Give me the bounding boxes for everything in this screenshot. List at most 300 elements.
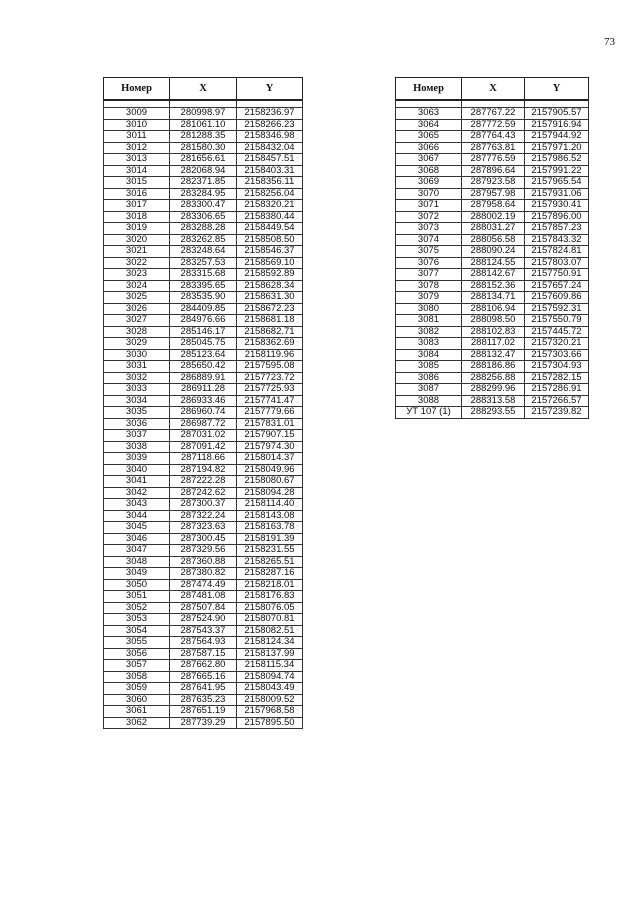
y-coordinate-cell: 2158119.96 xyxy=(237,349,303,361)
point-number-cell: 3057 xyxy=(104,660,170,672)
point-number-cell: 3074 xyxy=(396,234,462,246)
x-coordinate-cell: 288102.83 xyxy=(462,326,525,338)
x-coordinate-cell: 287300.37 xyxy=(170,499,237,511)
table-row xyxy=(396,177,589,189)
point-number-cell: 3056 xyxy=(104,648,170,660)
y-coordinate-cell: 2157595.08 xyxy=(237,361,303,373)
table-row xyxy=(104,556,303,568)
point-number-cell: 3077 xyxy=(396,269,462,281)
x-coordinate-cell: 287896.64 xyxy=(462,165,525,177)
header-x: X xyxy=(462,78,525,101)
y-coordinate-cell: 2158124.34 xyxy=(237,637,303,649)
x-coordinate-cell: 288293.55 xyxy=(462,407,525,419)
table-row xyxy=(104,361,303,373)
table-row xyxy=(104,177,303,189)
table-row xyxy=(104,131,303,143)
point-number-cell: 3029 xyxy=(104,338,170,350)
y-coordinate-cell: 2158380.44 xyxy=(237,211,303,223)
point-number-cell: 3083 xyxy=(396,338,462,350)
point-number-cell: 3014 xyxy=(104,165,170,177)
point-number-cell: 3036 xyxy=(104,418,170,430)
x-coordinate-cell: 284409.85 xyxy=(170,303,237,315)
point-number-cell: 3072 xyxy=(396,211,462,223)
table-header-row xyxy=(396,78,589,101)
y-coordinate-cell: 2157843.32 xyxy=(525,234,589,246)
table-row xyxy=(396,338,589,350)
point-number-cell: 3069 xyxy=(396,177,462,189)
x-coordinate-cell: 288134.71 xyxy=(462,292,525,304)
table-row xyxy=(396,407,589,419)
table-row xyxy=(396,131,589,143)
point-number-cell: 3027 xyxy=(104,315,170,327)
x-coordinate-cell: 287222.28 xyxy=(170,476,237,488)
x-coordinate-cell: 287507.84 xyxy=(170,602,237,614)
x-coordinate-cell: 288186.86 xyxy=(462,361,525,373)
table-row xyxy=(104,453,303,465)
point-number-cell: 3028 xyxy=(104,326,170,338)
table-row xyxy=(396,108,589,120)
x-coordinate-cell: 282371.85 xyxy=(170,177,237,189)
point-number-cell: 3041 xyxy=(104,476,170,488)
y-coordinate-cell: 2157592.31 xyxy=(525,303,589,315)
point-number-cell: 3075 xyxy=(396,246,462,258)
table-row xyxy=(104,717,303,729)
y-coordinate-cell: 2157905.57 xyxy=(525,108,589,120)
x-coordinate-cell: 283306.65 xyxy=(170,211,237,223)
point-number-cell: 3045 xyxy=(104,522,170,534)
table-row xyxy=(104,280,303,292)
x-coordinate-cell: 287641.95 xyxy=(170,683,237,695)
point-number-cell: 3034 xyxy=(104,395,170,407)
y-coordinate-cell: 2157266.57 xyxy=(525,395,589,407)
point-number-cell: 3031 xyxy=(104,361,170,373)
x-coordinate-cell: 287764.43 xyxy=(462,131,525,143)
table-row xyxy=(396,326,589,338)
table-row xyxy=(104,154,303,166)
table-row xyxy=(104,648,303,660)
y-coordinate-cell: 2158191.39 xyxy=(237,533,303,545)
table-row xyxy=(104,372,303,384)
x-coordinate-cell: 283288.28 xyxy=(170,223,237,235)
point-number-cell: 3042 xyxy=(104,487,170,499)
x-coordinate-cell: 286960.74 xyxy=(170,407,237,419)
y-coordinate-cell: 2158362.69 xyxy=(237,338,303,350)
y-coordinate-cell: 2158265.51 xyxy=(237,556,303,568)
x-coordinate-cell: 280998.97 xyxy=(170,108,237,120)
point-number-cell: 3051 xyxy=(104,591,170,603)
point-number-cell: 3063 xyxy=(396,108,462,120)
point-number-cell: 3067 xyxy=(396,154,462,166)
x-coordinate-cell: 283535.90 xyxy=(170,292,237,304)
point-number-cell: 3039 xyxy=(104,453,170,465)
x-coordinate-cell: 286889.91 xyxy=(170,372,237,384)
x-coordinate-cell: 286933.46 xyxy=(170,395,237,407)
point-number-cell: 3030 xyxy=(104,349,170,361)
point-number-cell: 3061 xyxy=(104,706,170,718)
y-coordinate-cell: 2158256.04 xyxy=(237,188,303,200)
y-coordinate-cell: 2158115.34 xyxy=(237,660,303,672)
x-coordinate-cell: 281656.61 xyxy=(170,154,237,166)
x-coordinate-cell: 287091.42 xyxy=(170,441,237,453)
point-number-cell: 3073 xyxy=(396,223,462,235)
point-number-cell: 3043 xyxy=(104,499,170,511)
table-row xyxy=(104,683,303,695)
x-coordinate-cell: 287300.45 xyxy=(170,533,237,545)
y-coordinate-cell: 2157750.91 xyxy=(525,269,589,281)
y-coordinate-cell: 2158218.01 xyxy=(237,579,303,591)
y-coordinate-cell: 2157930.41 xyxy=(525,200,589,212)
x-coordinate-cell: 288299.96 xyxy=(462,384,525,396)
y-coordinate-cell: 2157916.94 xyxy=(525,119,589,131)
y-coordinate-cell: 2158266.23 xyxy=(237,119,303,131)
table-row xyxy=(104,430,303,442)
header-y: Y xyxy=(237,78,303,101)
coordinates-table-left xyxy=(103,77,303,729)
table-header-row xyxy=(104,78,303,101)
y-coordinate-cell: 2158082.51 xyxy=(237,625,303,637)
x-coordinate-cell: 288117.02 xyxy=(462,338,525,350)
y-coordinate-cell: 2158049.96 xyxy=(237,464,303,476)
table-row xyxy=(396,119,589,131)
x-coordinate-cell: 284976.66 xyxy=(170,315,237,327)
y-coordinate-cell: 2158682.71 xyxy=(237,326,303,338)
x-coordinate-cell: 288056.58 xyxy=(462,234,525,246)
point-number-cell: 3082 xyxy=(396,326,462,338)
x-coordinate-cell: 288142.67 xyxy=(462,269,525,281)
table-row xyxy=(104,625,303,637)
point-number-cell: 3044 xyxy=(104,510,170,522)
point-number-cell: 3018 xyxy=(104,211,170,223)
y-coordinate-cell: 2157965.54 xyxy=(525,177,589,189)
x-coordinate-cell: 287031.02 xyxy=(170,430,237,442)
x-coordinate-cell: 287763.81 xyxy=(462,142,525,154)
point-number-cell: 3080 xyxy=(396,303,462,315)
x-coordinate-cell: 287481.08 xyxy=(170,591,237,603)
x-coordinate-cell: 282068.94 xyxy=(170,165,237,177)
y-coordinate-cell: 2157550.79 xyxy=(525,315,589,327)
y-coordinate-cell: 2157971.20 xyxy=(525,142,589,154)
table-row xyxy=(104,349,303,361)
point-number-cell: 3065 xyxy=(396,131,462,143)
y-coordinate-cell: 2158672.23 xyxy=(237,303,303,315)
table-row xyxy=(104,384,303,396)
point-number-cell: 3019 xyxy=(104,223,170,235)
table-row xyxy=(104,315,303,327)
table-row xyxy=(104,591,303,603)
table-row xyxy=(104,200,303,212)
x-coordinate-cell: 285045.75 xyxy=(170,338,237,350)
x-coordinate-cell: 287380.82 xyxy=(170,568,237,580)
point-number-cell: 3049 xyxy=(104,568,170,580)
x-coordinate-cell: 288152.36 xyxy=(462,280,525,292)
x-coordinate-cell: 283315.68 xyxy=(170,269,237,281)
point-number-cell: 3047 xyxy=(104,545,170,557)
x-coordinate-cell: 286911.28 xyxy=(170,384,237,396)
y-coordinate-cell: 2158287.16 xyxy=(237,568,303,580)
point-number-cell: 3048 xyxy=(104,556,170,568)
x-coordinate-cell: 287772.59 xyxy=(462,119,525,131)
y-coordinate-cell: 2157320.21 xyxy=(525,338,589,350)
point-number-cell: 3020 xyxy=(104,234,170,246)
y-coordinate-cell: 2158628.34 xyxy=(237,280,303,292)
y-coordinate-cell: 2157445.72 xyxy=(525,326,589,338)
point-number-cell: 3064 xyxy=(396,119,462,131)
table-row xyxy=(104,246,303,258)
y-coordinate-cell: 2158320.21 xyxy=(237,200,303,212)
y-coordinate-cell: 2158163.78 xyxy=(237,522,303,534)
table-row xyxy=(396,188,589,200)
point-number-cell: 3086 xyxy=(396,372,462,384)
y-coordinate-cell: 2158094.74 xyxy=(237,671,303,683)
point-number-cell: 3035 xyxy=(104,407,170,419)
y-coordinate-cell: 2157986.52 xyxy=(525,154,589,166)
point-number-cell: 3033 xyxy=(104,384,170,396)
y-coordinate-cell: 2158432.04 xyxy=(237,142,303,154)
point-number-cell: 3070 xyxy=(396,188,462,200)
y-coordinate-cell: 2158508.50 xyxy=(237,234,303,246)
table-row xyxy=(104,188,303,200)
point-number-cell: 3078 xyxy=(396,280,462,292)
y-coordinate-cell: 2158137.99 xyxy=(237,648,303,660)
x-coordinate-cell: 287587.15 xyxy=(170,648,237,660)
point-number-cell: 3046 xyxy=(104,533,170,545)
point-number-cell: 3040 xyxy=(104,464,170,476)
point-number-cell: 3012 xyxy=(104,142,170,154)
y-coordinate-cell: 2157824.81 xyxy=(525,246,589,258)
y-coordinate-cell: 2158356.11 xyxy=(237,177,303,189)
point-number-cell: 3013 xyxy=(104,154,170,166)
y-coordinate-cell: 2158114.40 xyxy=(237,499,303,511)
y-coordinate-cell: 2157725.93 xyxy=(237,384,303,396)
x-coordinate-cell: 287474.49 xyxy=(170,579,237,591)
point-number-cell: 3054 xyxy=(104,625,170,637)
y-coordinate-cell: 2157896.00 xyxy=(525,211,589,223)
y-coordinate-cell: 2157286.91 xyxy=(525,384,589,396)
x-coordinate-cell: 287635.23 xyxy=(170,694,237,706)
y-coordinate-cell: 2157831.01 xyxy=(237,418,303,430)
table-row xyxy=(396,234,589,246)
y-coordinate-cell: 2157741.47 xyxy=(237,395,303,407)
point-number-cell: 3058 xyxy=(104,671,170,683)
x-coordinate-cell: 287242.62 xyxy=(170,487,237,499)
table-row xyxy=(104,510,303,522)
table-row xyxy=(104,706,303,718)
y-coordinate-cell: 2158080.67 xyxy=(237,476,303,488)
y-coordinate-cell: 2157304.93 xyxy=(525,361,589,373)
header-number: Номер xyxy=(104,78,170,101)
table-row xyxy=(104,533,303,545)
table-row xyxy=(396,142,589,154)
x-coordinate-cell: 281288.35 xyxy=(170,131,237,143)
y-coordinate-cell: 2158592.89 xyxy=(237,269,303,281)
point-number-cell: 3060 xyxy=(104,694,170,706)
header-y: Y xyxy=(525,78,589,101)
y-coordinate-cell: 2157931.06 xyxy=(525,188,589,200)
table-row xyxy=(396,280,589,292)
x-coordinate-cell: 287322.24 xyxy=(170,510,237,522)
table-row xyxy=(104,614,303,626)
point-number-cell: 3053 xyxy=(104,614,170,626)
y-coordinate-cell: 2157857.23 xyxy=(525,223,589,235)
point-number-cell: 3026 xyxy=(104,303,170,315)
y-coordinate-cell: 2158176.83 xyxy=(237,591,303,603)
y-coordinate-cell: 2158143.08 xyxy=(237,510,303,522)
y-coordinate-cell: 2158070.81 xyxy=(237,614,303,626)
x-coordinate-cell: 287767.22 xyxy=(462,108,525,120)
y-coordinate-cell: 2158009.52 xyxy=(237,694,303,706)
point-number-cell: 3066 xyxy=(396,142,462,154)
x-coordinate-cell: 286987.72 xyxy=(170,418,237,430)
x-coordinate-cell: 283284.95 xyxy=(170,188,237,200)
point-number-cell: 3009 xyxy=(104,108,170,120)
point-number-cell: 3021 xyxy=(104,246,170,258)
x-coordinate-cell: 287665.16 xyxy=(170,671,237,683)
x-coordinate-cell: 287524.90 xyxy=(170,614,237,626)
page-number: 73 xyxy=(604,36,615,48)
x-coordinate-cell: 283248.64 xyxy=(170,246,237,258)
table-row xyxy=(104,257,303,269)
x-coordinate-cell: 281061.10 xyxy=(170,119,237,131)
x-coordinate-cell: 283257.53 xyxy=(170,257,237,269)
x-coordinate-cell: 288031.27 xyxy=(462,223,525,235)
point-number-cell: 3085 xyxy=(396,361,462,373)
table-row xyxy=(396,269,589,281)
point-number-cell: 3025 xyxy=(104,292,170,304)
x-coordinate-cell: 283262.85 xyxy=(170,234,237,246)
x-coordinate-cell: 285650.42 xyxy=(170,361,237,373)
y-coordinate-cell: 2158236.97 xyxy=(237,108,303,120)
x-coordinate-cell: 288124.55 xyxy=(462,257,525,269)
y-coordinate-cell: 2157895.50 xyxy=(237,717,303,729)
y-coordinate-cell: 2158449.54 xyxy=(237,223,303,235)
table-row xyxy=(104,660,303,672)
point-number-cell: 3087 xyxy=(396,384,462,396)
table-row xyxy=(104,165,303,177)
x-coordinate-cell: 287958.64 xyxy=(462,200,525,212)
table-row xyxy=(396,361,589,373)
table-row xyxy=(104,464,303,476)
point-number-cell: 3079 xyxy=(396,292,462,304)
x-coordinate-cell: 287739.29 xyxy=(170,717,237,729)
y-coordinate-cell: 2158014.37 xyxy=(237,453,303,465)
coordinates-table-right xyxy=(395,77,589,419)
table-row xyxy=(104,476,303,488)
point-number-cell: 3016 xyxy=(104,188,170,200)
point-number-cell: УТ 107 (1) xyxy=(396,407,462,419)
x-coordinate-cell: 287360.88 xyxy=(170,556,237,568)
x-coordinate-cell: 283395.65 xyxy=(170,280,237,292)
y-coordinate-cell: 2157303.66 xyxy=(525,349,589,361)
x-coordinate-cell: 287329.56 xyxy=(170,545,237,557)
table-row xyxy=(396,154,589,166)
point-number-cell: 3023 xyxy=(104,269,170,281)
x-coordinate-cell: 287651.19 xyxy=(170,706,237,718)
point-number-cell: 3024 xyxy=(104,280,170,292)
table-row xyxy=(104,418,303,430)
point-number-cell: 3068 xyxy=(396,165,462,177)
table-row xyxy=(396,395,589,407)
table-row xyxy=(396,384,589,396)
y-coordinate-cell: 2158569.10 xyxy=(237,257,303,269)
point-number-cell: 3062 xyxy=(104,717,170,729)
table-row xyxy=(104,522,303,534)
table-row xyxy=(396,349,589,361)
table-row xyxy=(104,637,303,649)
y-coordinate-cell: 2158631.30 xyxy=(237,292,303,304)
table-row xyxy=(104,108,303,120)
table-row xyxy=(396,257,589,269)
point-number-cell: 3076 xyxy=(396,257,462,269)
x-coordinate-cell: 287323.63 xyxy=(170,522,237,534)
table-row xyxy=(104,487,303,499)
table-row xyxy=(104,142,303,154)
x-coordinate-cell: 287776.59 xyxy=(462,154,525,166)
table-row xyxy=(104,338,303,350)
table-row xyxy=(396,165,589,177)
y-coordinate-cell: 2158094.28 xyxy=(237,487,303,499)
point-number-cell: 3011 xyxy=(104,131,170,143)
table-row xyxy=(104,292,303,304)
y-coordinate-cell: 2157282.15 xyxy=(525,372,589,384)
x-coordinate-cell: 288098.50 xyxy=(462,315,525,327)
table-row xyxy=(104,441,303,453)
x-coordinate-cell: 288106.94 xyxy=(462,303,525,315)
y-coordinate-cell: 2158043.49 xyxy=(237,683,303,695)
point-number-cell: 3010 xyxy=(104,119,170,131)
point-number-cell: 3084 xyxy=(396,349,462,361)
y-coordinate-cell: 2157968.58 xyxy=(237,706,303,718)
table-row xyxy=(104,326,303,338)
x-coordinate-cell: 287194.82 xyxy=(170,464,237,476)
table-row xyxy=(396,303,589,315)
table-row xyxy=(104,694,303,706)
point-number-cell: 3038 xyxy=(104,441,170,453)
y-coordinate-cell: 2157907.15 xyxy=(237,430,303,442)
table-row xyxy=(104,671,303,683)
point-number-cell: 3059 xyxy=(104,683,170,695)
point-number-cell: 3081 xyxy=(396,315,462,327)
table-row xyxy=(104,545,303,557)
x-coordinate-cell: 288090.24 xyxy=(462,246,525,258)
y-coordinate-cell: 2158457.51 xyxy=(237,154,303,166)
point-number-cell: 3055 xyxy=(104,637,170,649)
header-number: Номер xyxy=(396,78,462,101)
x-coordinate-cell: 287543.37 xyxy=(170,625,237,637)
y-coordinate-cell: 2157239.82 xyxy=(525,407,589,419)
header-x: X xyxy=(170,78,237,101)
table-row xyxy=(396,246,589,258)
table-row xyxy=(104,407,303,419)
point-number-cell: 3037 xyxy=(104,430,170,442)
y-coordinate-cell: 2158076.05 xyxy=(237,602,303,614)
table-row xyxy=(396,200,589,212)
y-coordinate-cell: 2157609.86 xyxy=(525,292,589,304)
x-coordinate-cell: 285123.64 xyxy=(170,349,237,361)
point-number-cell: 3050 xyxy=(104,579,170,591)
y-coordinate-cell: 2157944.92 xyxy=(525,131,589,143)
table-row xyxy=(104,395,303,407)
x-coordinate-cell: 283300.47 xyxy=(170,200,237,212)
y-coordinate-cell: 2158681.18 xyxy=(237,315,303,327)
table-row xyxy=(104,499,303,511)
table-row xyxy=(104,579,303,591)
x-coordinate-cell: 288256.88 xyxy=(462,372,525,384)
y-coordinate-cell: 2158403.31 xyxy=(237,165,303,177)
x-coordinate-cell: 288313.58 xyxy=(462,395,525,407)
x-coordinate-cell: 287923.58 xyxy=(462,177,525,189)
point-number-cell: 3022 xyxy=(104,257,170,269)
table-row xyxy=(104,211,303,223)
